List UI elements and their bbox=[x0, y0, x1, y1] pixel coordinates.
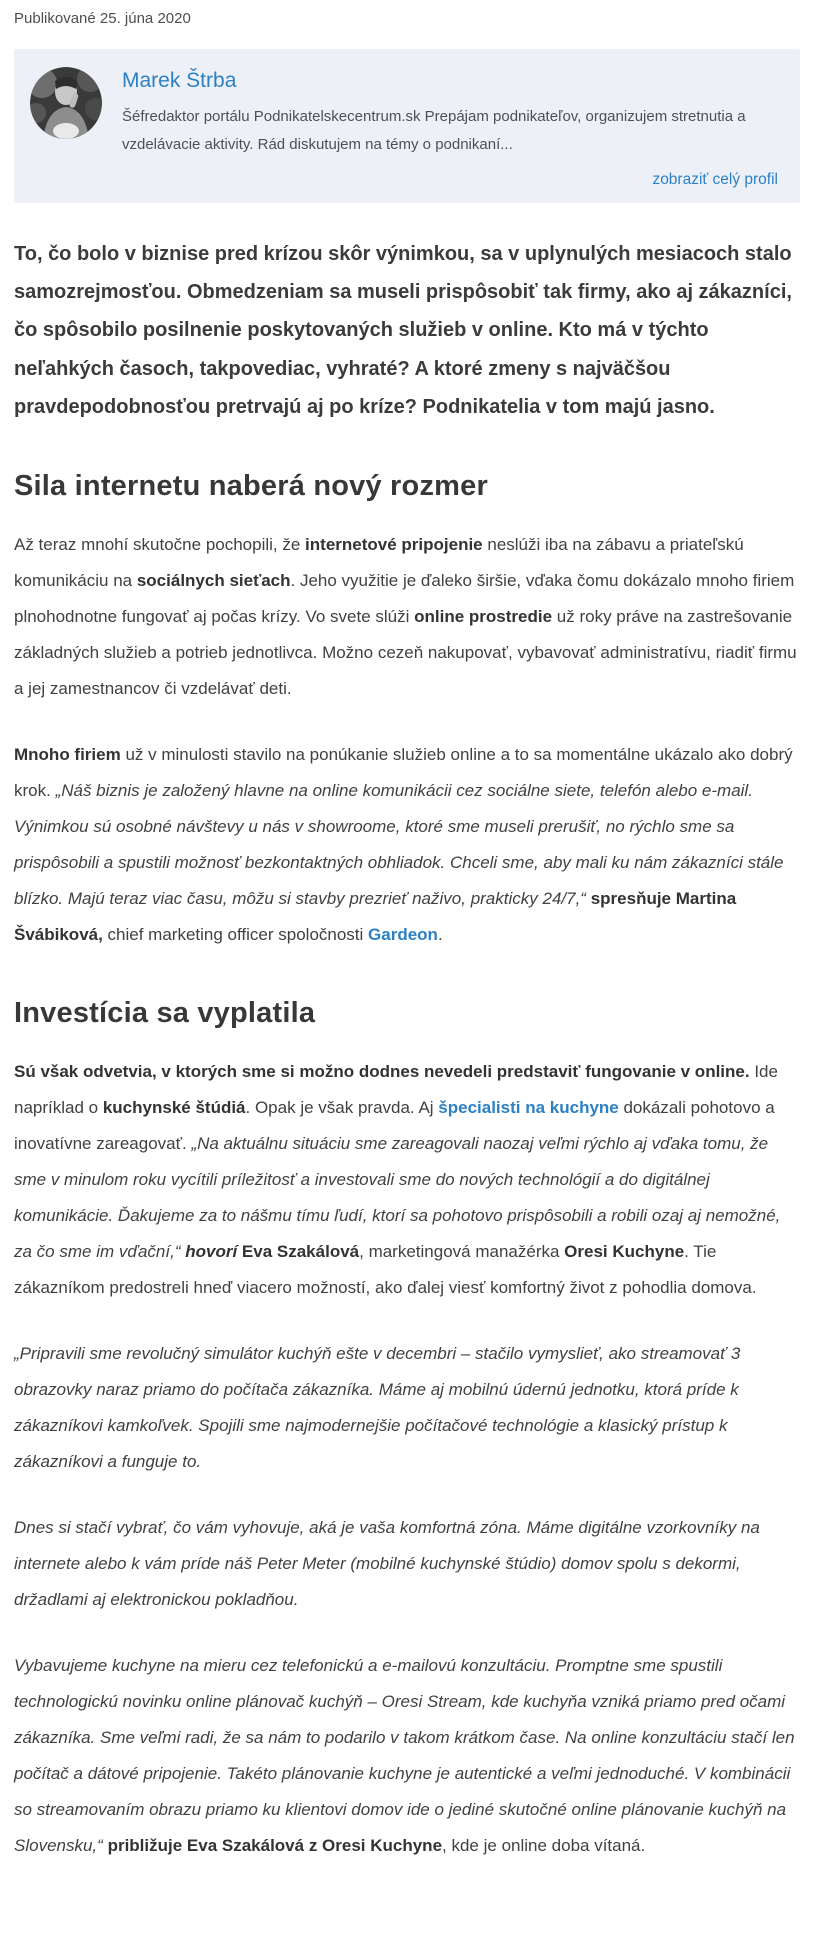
text-segment: Dnes si stačí vybrať, čo vám vyhovuje, aká je vaša komfortná zóna. Máme digitálne vzorkovníky na internete alebo k vám príde náš Peter Meter (mobilné kuchynské štúdio) domov spolu s dekormi, držadlami aj elektronickou pokladňou. bbox=[14, 1518, 760, 1610]
lead-paragraph: To, čo bolo v biznise pred krízou skôr výnimkou, sa v uplynulých mesiacoch stalo samozrejmosťou. Obmedzeniam sa museli prispôsobiť tak firmy, ako aj zákazníci, čo spôsobilo posilnenie poskytovaných služieb v online. Kto má v týchto neľahkých časoch, takpovediac, vyhraté? A ktoré zmeny s najväčšou pravdepodobnosťou pretrvajú aj po kríze? Podnikatelia v tom majú jasno. bbox=[14, 242, 792, 419]
section-heading-investment: Investícia sa vyplatila bbox=[14, 997, 316, 1030]
text-segment: Sú však odvetvia, v ktorých sme si možno dodnes nevedeli predstaviť fungovanie v online. bbox=[14, 1062, 750, 1082]
text-segment: kuchynské štúdiá bbox=[102, 1098, 246, 1118]
article-paragraph-1 bbox=[14, 527, 800, 707]
author-card bbox=[14, 49, 800, 203]
view-full-profile-link[interactable]: zobraziť celý profil bbox=[652, 170, 778, 188]
author-avatar bbox=[30, 67, 102, 139]
text-segment: Oresi Kuchyne bbox=[564, 1242, 685, 1262]
inline-link[interactable]: špecialisti na kuchyne bbox=[438, 1098, 619, 1118]
article-paragraph-4 bbox=[14, 1336, 800, 1480]
text-segment: , kde je online doba vítaná. bbox=[442, 1836, 646, 1856]
text-segment: chief marketing officer spoločnosti bbox=[102, 925, 369, 945]
text-segment: „Náš biznis je založený hlavne na online komunikácii cez sociálne siete, telefón alebo e-mail. Výnimkou sú osobné návštevy u nás v showroome, ktoré sme museli prerušiť, no rýchlo sme sa prispôsobili a spustili možnosť bezkontaktných obhliadok. Chceli sme, aby mali ku nám zákazníci stále blízko. Majú teraz viac času, môžu si stavby prezrieť naživo, prakticky 24/7,“ bbox=[14, 781, 784, 909]
person-photo-icon bbox=[30, 67, 102, 139]
text-segment: Mnoho firiem bbox=[14, 745, 121, 765]
text-segment: už v minulosti stavilo na ponúkanie služieb online a to sa momentálne ukázalo ako dobrý krok. bbox=[14, 745, 793, 801]
published-date: Publikované 25. júna 2020 bbox=[14, 10, 191, 27]
section-heading-internet-power: Sila internetu naberá nový rozmer bbox=[14, 470, 488, 503]
text-segment: sociálnych sieťach bbox=[136, 571, 291, 591]
text-segment: Vybavujeme kuchyne na mieru cez telefonickú a e-mailovú konzultáciu. Promptne sme spustili technologickú novinku online plánovač kuchýň – Oresi Stream, kde kuchyňa vzniká priamo pred očami zákazníka. Sme veľmi radi, že sa nám to podarilo v takom krátkom čase. Na online konzultáciu stačí len počítač a dátové pripojenie. Takéto plánovanie kuchyne je autentické a veľmi jednoduché. V kombinácii so streamovaním obrazu priamo ku klientovi domov ide o jediné skutočné online plánovanie kuchýň na Slovensku,“ bbox=[14, 1656, 795, 1856]
text-segment: približuje Eva Szakálová z Oresi Kuchyne bbox=[107, 1836, 443, 1856]
text-segment: hovorí bbox=[185, 1242, 238, 1262]
text-segment: Až teraz mnohí skutočne pochopili, že bbox=[14, 535, 306, 555]
author-bio: Šéfredaktor portálu Podnikatelskecentrum.sk Prepájam podnikateľov, organizujem stretnutia a vzdelávacie aktivity. Rád diskutujem na témy o podnikaní... bbox=[122, 108, 746, 153]
text-segment: „Na aktuálnu situáciu sme zareagovali naozaj veľmi rýchlo aj vďaka tomu, že sme v minulom roku vycítili príležitosť a investovali sme do nových technológií a do digitálnej komunikácie. Ďakujeme za to nášmu tímu ľudí, ktorí sa pohotovo prispôsobili a robili ozaj aj nemožné, za čo sme im vďační,“ bbox=[14, 1134, 781, 1262]
text-segment: spresňuje Martina Švábiková, bbox=[14, 889, 737, 945]
text-segment: . bbox=[437, 925, 443, 945]
text-segment: . Jeho využitie je ďaleko širšie, vďaka čomu dokázalo mnoho firiem plnohodnotne fungovať aj počas krízy. Vo svete slúži bbox=[14, 571, 795, 627]
text-segment: online prostredie bbox=[414, 607, 553, 627]
text-segment: . Opak je však pravda. Aj bbox=[245, 1098, 439, 1118]
article-paragraph-3 bbox=[14, 1054, 800, 1306]
text-segment: už roky práve na zastrešovanie základných služieb a potrieb jednotlivca. Možno cezeň nakupovať, vybavovať administratívu, riadiť firmu a jej zamestnancov či vzdelávať deti. bbox=[14, 607, 797, 699]
text-segment: , marketingová manažérka bbox=[359, 1242, 565, 1262]
text-segment: internetové pripojenie bbox=[305, 535, 483, 555]
text-segment: „Pripravili sme revolučný simulátor kuchýň ešte v decembri – stačilo vymyslieť, ako streamovať 3 obrazovky naraz priamo do počítača zákazníka. Máme aj mobilnú údernú jednotku, ktorá príde k zákazníkovi kamkoľvek. Spojili sme najmodernejšie počítačové technológie a klasický prístup k zákazníkovi a funguje to. bbox=[14, 1344, 741, 1472]
article-paragraph-2 bbox=[14, 737, 800, 953]
text-segment: dokázali pohotovo a inovatívne zareagovať. bbox=[14, 1098, 775, 1154]
article-paragraph-5 bbox=[14, 1510, 800, 1618]
text-segment: . Tie zákazníkom predostreli hneď viacero možností, ako ďalej viesť komfortný život z pohodlia domova. bbox=[14, 1242, 757, 1298]
author-name-link[interactable]: Marek Štrba bbox=[122, 69, 237, 92]
inline-link[interactable]: Gardeon bbox=[368, 925, 438, 945]
article-paragraph-6 bbox=[14, 1648, 800, 1864]
text-segment: Ide napríklad o bbox=[14, 1062, 778, 1118]
text-segment: Eva Szakálová bbox=[241, 1242, 360, 1262]
text-segment: neslúži iba na zábavu a priateľskú komunikáciu na bbox=[14, 535, 744, 591]
